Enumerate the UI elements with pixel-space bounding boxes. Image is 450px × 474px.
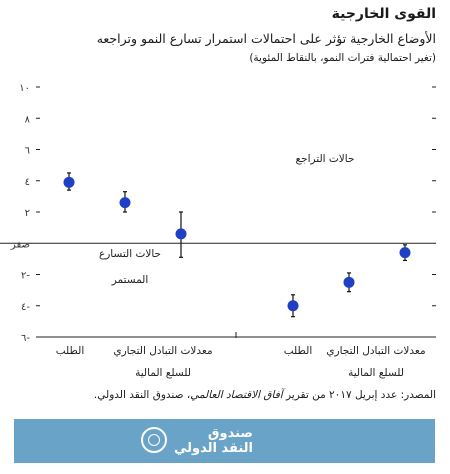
group-label: المستمر: [111, 274, 149, 286]
imf-logo-line1: صندوق: [207, 426, 253, 441]
x-category-label: الطلب: [55, 345, 85, 357]
data-point: [176, 228, 187, 239]
data-point: [64, 177, 75, 188]
x-category-label: للسلع المالية: [348, 367, 404, 379]
y-tick-label: ٦: [24, 145, 30, 157]
y-tick-label: ٢-: [21, 270, 30, 282]
x-category-label: للسلع المالية: [135, 367, 191, 379]
source-report-name: آفاق الاقتصاد العالمي: [190, 389, 283, 401]
source-suffix: ، صندوق النقد الدولي.: [93, 389, 191, 401]
y-tick-label: ٦-: [21, 333, 30, 344]
chart-units-note: (تغير احتمالية فترات النمو، بالنقاط المئوية): [249, 52, 436, 64]
data-point: [344, 277, 355, 288]
y-tick-label: ٨: [24, 114, 30, 126]
x-category-label: الطلب: [283, 345, 313, 357]
chart-title: القوى الخارجية: [331, 6, 436, 22]
y-tick-label: ٤-: [21, 301, 30, 313]
data-point: [120, 197, 131, 208]
data-point: [400, 247, 411, 258]
group-label: حالات التراجع: [295, 153, 355, 165]
chart-plot: [0, 70, 450, 388]
imf-logo-text: [174, 426, 253, 456]
chart-subtitle: الأوضاع الخارجية تؤثر على احتمالات استمرار تسارع النمو وتراجعه: [96, 31, 436, 46]
x-category-label: معدلات التبادل التجاري: [113, 345, 213, 357]
source-prefix: المصدر: عدد إبريل ٢٠١٧ من تقرير: [282, 389, 436, 401]
y-tick-label: ٤: [24, 176, 30, 188]
imf-logo: [14, 419, 435, 463]
x-category-label: معدلات التبادل التجاري: [326, 345, 426, 357]
data-point: [288, 300, 299, 311]
y-zero-label: صفر: [10, 239, 30, 251]
y-tick-label: ٢: [24, 208, 30, 219]
imf-logo-line2: النقد الدولي: [174, 441, 253, 456]
group-label: حالات التسارع: [98, 248, 162, 260]
source-note: [94, 389, 436, 401]
y-tick-label: ١٠: [19, 83, 30, 94]
imf-seal-icon: [141, 427, 167, 453]
